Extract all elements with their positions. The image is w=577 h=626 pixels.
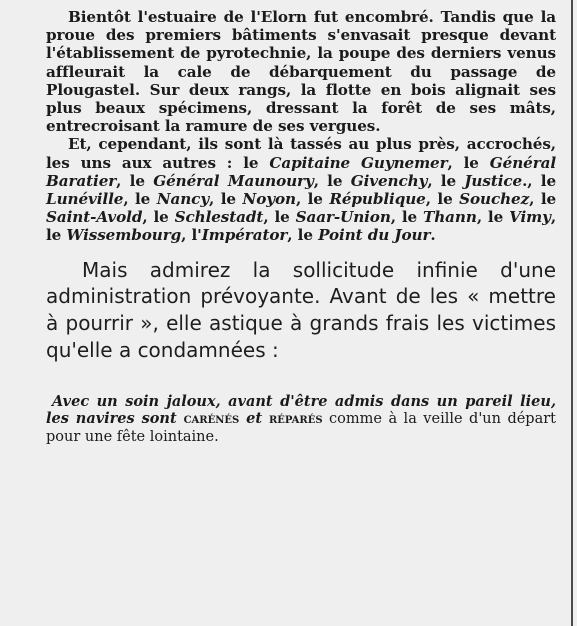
ship-name: République [329, 190, 426, 209]
paragraph-ship-list: Et, cependant, ils sont là tassés au plus près, accrochés, les uns aux autres : le Capitaine Guynemer, le Général Baratier, le Général Maunoury, le Givenchy, le Justice., le Lunéville, le Nancy, le Noyon, le République, le Souchez, le Saint-Avold, le Schlestadt, le Saar-Union, le Thann, le Vimy, le Wissembourg, l'Impérator, le Point du Jour. [46, 135, 557, 245]
quoted-excerpt [46, 393, 556, 446]
ship-name: Capitaine Guynemer [269, 153, 448, 172]
ship-name: Souchez [459, 190, 530, 209]
quote-part: et [239, 409, 269, 427]
ship-name: Justice [464, 171, 523, 190]
paragraph-administration: Mais admirez la sollicitude infinie d'une administration prévoyante. Avant de les « mettre à pourrir », elle astique à grands frais les victimes qu'elle a condamnées : [46, 257, 556, 363]
quote-small-caps: carénés [183, 409, 240, 427]
article-column [46, 6, 556, 446]
ship-name: Point du Jour [318, 226, 431, 245]
ship-name: Noyon [242, 190, 296, 209]
ship-name: Général Maunoury [153, 171, 314, 190]
ship-name: Lunéville [46, 190, 124, 209]
ship-name: Saint-Avold [46, 208, 143, 227]
ship-name: Vimy [509, 208, 551, 227]
ship-name: Thann [423, 208, 477, 227]
ship-name: Givenchy [350, 171, 428, 190]
quote-small-caps: réparés [268, 409, 323, 427]
ship-name: Saar-Union [295, 208, 391, 227]
ship-list-intro: Et, cependant, ils sont là tassés au plus près, accrochés, les uns aux autres : le [46, 135, 556, 172]
ship-name: Wissembourg [66, 226, 182, 245]
ship-name: Impérator [201, 226, 288, 245]
ship-name: Schlestadt [174, 208, 264, 227]
ship-name: Nancy [156, 190, 210, 209]
paragraph-estuary: Bientôt l'estuaire de l'Elorn fut encombré. Tandis que la proue des premiers bâtiments s'envasait presque devant l'établissement de pyrotechnie, la poupe des derniers venus affleurait la cale de débarquement du passage de Plougastel. Sur deux rangs, la flotte en bois alignait ses plus beaux spécimens, dressant la forêt de ses mâts, entrecroisant la ramure de ses vergues. [46, 8, 556, 136]
quote-part: comme à la veille d'un départ pour une fête lointaine. [46, 410, 556, 445]
ship-name: Général Baratier [46, 153, 557, 190]
quote-part: Avec un soin jaloux, avant d'être admis dans un pareil lieu, les navires sont [46, 392, 556, 427]
column-rule [571, 0, 573, 626]
